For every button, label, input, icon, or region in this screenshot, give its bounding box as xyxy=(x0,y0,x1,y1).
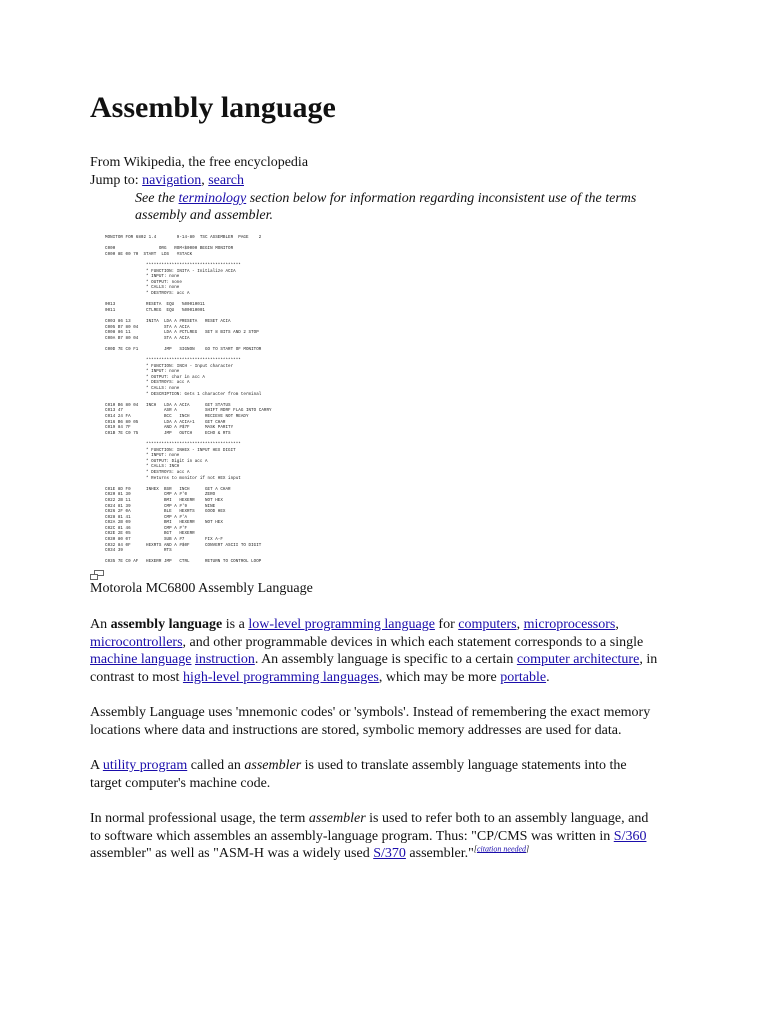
text: , xyxy=(516,617,524,632)
text: called an xyxy=(187,758,245,773)
microcontrollers-link[interactable]: microcontrollers xyxy=(90,634,183,650)
text: , and other programmable devices in which each statement corresponds to a single xyxy=(182,634,644,650)
portable-link[interactable]: portable xyxy=(500,669,547,685)
text: assembler" as well as "ASM-H was a widely used xyxy=(90,846,374,861)
citation-needed-link[interactable]: citation needed xyxy=(476,844,527,854)
paragraph-intro xyxy=(90,616,660,686)
s370-link[interactable]: S/370 xyxy=(373,846,406,861)
machine-language-link[interactable]: machine language xyxy=(90,652,192,667)
s360-link[interactable]: S/360 xyxy=(613,828,647,844)
cite-bracket: ] xyxy=(526,844,530,854)
jump-links xyxy=(90,172,690,190)
low-level-language-link[interactable]: low-level programming language xyxy=(248,617,435,632)
page-title: Assembly language xyxy=(90,91,336,124)
text: is used to refer both to an assembly language, and to software which assembles an assembly-language program. Thus: "CP/CMS was written in xyxy=(90,811,649,844)
text: . An assembly language is specific to a certain xyxy=(254,652,517,667)
assembly-listing: MONITOR FOR 6802 1.4 9-14-80 TSC ASSEMBLER PAGE 2 C000 ORG ROM+$0000 BEGIN MONITOR C000 8E 00 70 START LDS #STACK ************************************* * FUNCTION: INITA - Initialize ACIA * INPUT: none * OUTPUT: none * CALLS: none * DESTROYS: acc A 0013 RESETA EQU %00010011 0011 CTLREG EQU %00010001 C003 86 13 INITA LDA A #RESETA RESET ACIA C005 B7 80 04 STA A ACIA C008 86 11 LDA A #CTLREG SET 8 BITS AND 2 STOP C00A B7 80 04 STA A ACIA C00D 7E C0 F1 JMP SIGNON GO TO START OF MONITOR ************************************* * FUNCTION: INCH - Input character * INPUT: none * OUTPUT: char in acc A * DESTROYS: acc A * CALLS: none * DESCRIPTION: Gets 1 character from terminal C010 B6 80 04 INCH LDA A ACIA GET STATUS C013 47 ASR A SHIFT RDRF FLAG INTO CARRY C014 24 FA BCC INCH RECIEVE NOT READY C016 B6 80 05 LDA A ACIA+1 GET CHAR C019 84 7F AND A #$7F MASK PARITY C01B 7E C0 75 JMP OUTCH ECHO & RTS ************************************* * FUNCTION: INHEX - INPUT HEX DIGIT * INPUT: none * OUTPUT: Digit in acc A * CALLS: INCH * DESTROYS: acc A * Returns to monitor if not HEX input C01E 8D F0 INHEX BSR INCH GET A CHAR C020 81 30 CMP A #'0 ZERO C022 2B 11 BMI HEXERR NOT HEX C024 81 39 CMP A #'9 NINE C026 2F 0A BLE HEXRTS GOOD HEX C028 81 41 CMP A #'A C02A 2B 09 BMI HEXERR NOT HEX C02C 81 46 CMP A #'F C02E 2E 05 BGT HEXERR C030 80 07 SUB A #7 FIX A-F C032 84 0F HEXRTS AND A #$0F CONVERT ASCII TO DIGIT C034 39 RTS C035 7E C0 AF HEXERR JMP CTRL RETURN TO CONTROL LOOP xyxy=(105,236,272,565)
text: for xyxy=(434,617,459,632)
high-level-languages-link[interactable]: high-level programming languages xyxy=(182,669,379,685)
text: In normal professional usage, the term xyxy=(90,811,309,826)
paragraph-assembler xyxy=(90,757,660,792)
hatnote-after: section below for information regarding inconsistent use of the terms assembly and assembler. xyxy=(135,191,637,223)
utility-program-link[interactable]: utility program xyxy=(102,758,188,773)
italic-term: assembler xyxy=(308,811,366,826)
computer-architecture-link[interactable]: computer architecture xyxy=(516,652,640,667)
text: A xyxy=(90,758,103,773)
figure-caption: Motorola MC6800 Assembly Language xyxy=(90,581,313,596)
listing-image[interactable] xyxy=(105,236,315,568)
italic-term: assembler xyxy=(244,758,302,773)
search-link[interactable]: search xyxy=(208,173,244,188)
citation-needed xyxy=(474,844,529,853)
article xyxy=(90,88,690,863)
tagline: From Wikipedia, the free encyclopedia xyxy=(90,155,309,170)
text: , xyxy=(615,617,619,632)
enlarge-icon[interactable] xyxy=(90,570,104,580)
paragraph-mnemonics: Assembly Language uses 'mnemonic codes' or 'symbols'. Instead of remembering the exact memory locations where data and instructions are stored, symbolic memory addresses are used for data. xyxy=(90,705,651,738)
terminology-link[interactable]: terminology xyxy=(178,191,247,206)
text: . xyxy=(546,669,550,685)
instruction-link[interactable]: instruction xyxy=(194,652,255,667)
text: , which may be more xyxy=(378,669,501,685)
text: assembler." xyxy=(405,846,474,861)
jump-separator: , xyxy=(201,173,209,188)
text: is used to translate assembly language statements into the target computer's machine code. xyxy=(90,758,627,791)
cite-bracket: [ xyxy=(473,844,477,854)
hatnote xyxy=(135,190,675,224)
navigation-link[interactable]: navigation xyxy=(142,173,202,188)
jump-prefix: Jump to: xyxy=(90,173,143,188)
bold-term: assembly language xyxy=(110,617,223,632)
paragraph-usage xyxy=(90,810,660,863)
text: An xyxy=(90,617,111,632)
microprocessors-link[interactable]: microprocessors xyxy=(523,617,616,632)
hatnote-before: See the xyxy=(135,191,179,206)
text: , in contrast to most xyxy=(90,652,658,685)
computers-link[interactable]: computers xyxy=(458,617,517,632)
text: is a xyxy=(222,617,249,632)
